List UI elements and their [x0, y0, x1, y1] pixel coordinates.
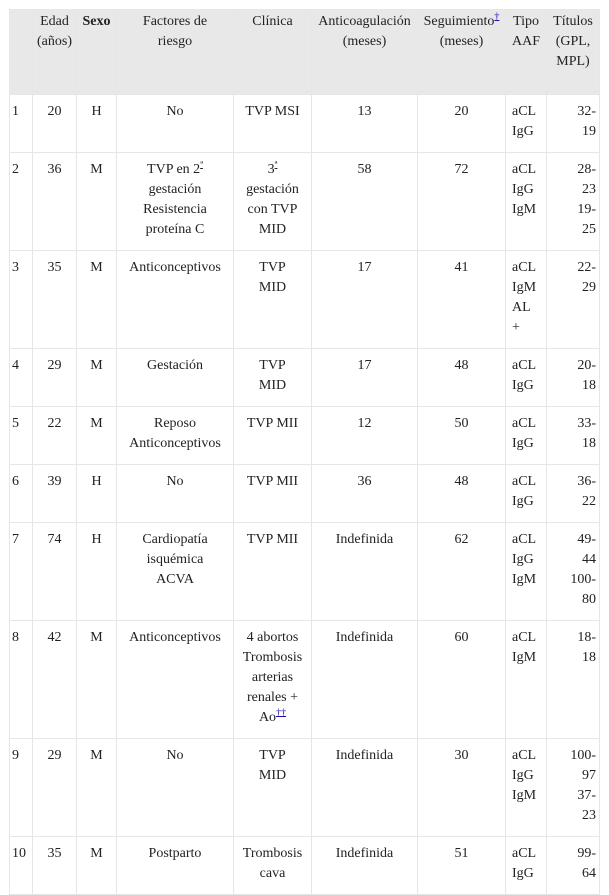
cell-number: 4 — [10, 349, 33, 407]
cell-clinica — [234, 407, 312, 465]
col-header-factores — [117, 10, 234, 95]
cell-line: IgM — [512, 572, 537, 587]
cell-line: aCL — [512, 630, 537, 645]
cell-anticoagulacion: Indefinida — [312, 837, 418, 895]
cell-line: Cardiopatía — [142, 532, 208, 547]
cell-line: isquémica — [146, 552, 204, 567]
table-row — [10, 251, 600, 349]
cell-seguimiento: 20 — [418, 95, 506, 153]
cell-sexo: M — [77, 407, 117, 465]
col-header-sexo: Sexo — [77, 10, 117, 95]
cell-line: IgG — [512, 182, 534, 197]
cell-line: Anticonceptivos — [129, 436, 221, 451]
seguimiento-footnote-link[interactable]: † — [494, 11, 500, 23]
cell-clinica — [234, 837, 312, 895]
col-header-seguimiento — [418, 10, 506, 95]
cell-line: 19- — [577, 202, 596, 217]
cell-seguimiento: 41 — [418, 251, 506, 349]
cell-line: 20- — [577, 358, 596, 373]
cell-line: (GPL, — [555, 34, 591, 49]
cell-line: 49- — [577, 532, 596, 547]
cell-line: 4 abortos — [246, 630, 299, 645]
cell-line: Gestación — [147, 358, 203, 373]
table-row — [10, 465, 600, 523]
cell-line: 19 — [582, 124, 596, 139]
patients-table — [9, 9, 600, 895]
cell-anticoagulacion: Indefinida — [312, 621, 418, 739]
table-row — [10, 95, 600, 153]
cell-line: 32- — [577, 104, 596, 119]
cell-line: TVP — [259, 358, 286, 373]
cell-line: aCL — [512, 416, 537, 431]
superscript: ª — [200, 159, 203, 171]
cell-line: 25 — [582, 222, 596, 237]
cell-edad: 42 — [33, 621, 77, 739]
cell-anticoagulacion: 17 — [312, 251, 418, 349]
cell-line: IgG — [512, 378, 534, 393]
cell-line: IgG — [512, 768, 534, 783]
cell-factores — [117, 465, 234, 523]
cell-line: cava — [259, 866, 286, 881]
cell-factores — [117, 251, 234, 349]
cell-factores — [117, 837, 234, 895]
cell-tipo-aaf — [506, 621, 547, 739]
cell-clinica — [234, 739, 312, 837]
cell-edad: 35 — [33, 251, 77, 349]
cell-line: 28- — [577, 162, 596, 177]
cell-line: MID — [258, 378, 287, 393]
cell-line: aCL — [512, 474, 537, 489]
cell-line: MID — [258, 222, 287, 237]
cell-titulos — [547, 523, 600, 621]
cell-seguimiento: 62 — [418, 523, 506, 621]
cell-sexo: H — [77, 95, 117, 153]
cell-factores — [117, 153, 234, 251]
cell-seguimiento: 50 — [418, 407, 506, 465]
cell-edad: 36 — [33, 153, 77, 251]
cell-anticoagulacion: Indefinida — [312, 523, 418, 621]
table-body — [10, 95, 600, 895]
cell-line: AAF — [511, 34, 540, 49]
cell-titulos — [547, 349, 600, 407]
cell-line: 23 — [582, 808, 596, 823]
cell-sexo: M — [77, 251, 117, 349]
cell-anticoagulacion: 58 — [312, 153, 418, 251]
cell-line: ACVA — [156, 572, 194, 587]
cell-line: aCL — [512, 260, 537, 275]
table-header-row — [10, 10, 600, 95]
cell-titulos — [547, 153, 600, 251]
cell-line: + — [512, 320, 520, 335]
cell-factores — [117, 739, 234, 837]
table-row — [10, 621, 600, 739]
cell-seguimiento: 30 — [418, 739, 506, 837]
footnote-link[interactable]: †† — [276, 707, 287, 719]
cell-line: aCL — [512, 532, 537, 547]
cell-line: IgG — [512, 552, 534, 567]
cell-tipo-aaf — [506, 465, 547, 523]
seguimiento-label: Seguimiento — [423, 14, 495, 29]
cell-line: aCL — [512, 358, 537, 373]
cell-line: No — [166, 104, 184, 119]
cell-tipo-aaf — [506, 153, 547, 251]
cell-clinica — [234, 153, 312, 251]
col-header-clinica: Clínica — [234, 10, 312, 95]
cell-line: 97 — [582, 768, 596, 783]
cell-factores — [117, 523, 234, 621]
cell-line: IgM — [512, 788, 537, 803]
cell-line: Tipo — [513, 14, 539, 29]
cell-line: aCL — [512, 748, 537, 763]
cell-line: Trombosis — [242, 650, 303, 665]
cell-line: proteína C — [145, 222, 205, 237]
cell-line: Anticonceptivos — [129, 260, 221, 275]
cell-line: MID — [258, 768, 287, 783]
cell-sexo: M — [77, 349, 117, 407]
cell-number: 9 — [10, 739, 33, 837]
cell-number: 7 — [10, 523, 33, 621]
cell-line: No — [166, 748, 184, 763]
cell-number: 8 — [10, 621, 33, 739]
cell-tipo-aaf — [506, 349, 547, 407]
cell-tipo-aaf — [506, 739, 547, 837]
cell-titulos — [547, 621, 600, 739]
cell-titulos — [547, 407, 600, 465]
cell-line: 18 — [582, 378, 596, 393]
cell-titulos — [547, 465, 600, 523]
cell-seguimiento: 51 — [418, 837, 506, 895]
cell-edad: 35 — [33, 837, 77, 895]
cell-tipo-aaf — [506, 837, 547, 895]
cell-line: IgM — [512, 280, 537, 295]
cell-edad: 29 — [33, 739, 77, 837]
cell-line: 100- — [570, 572, 596, 587]
cell-number: 2 — [10, 153, 33, 251]
cell-line: IgG — [512, 124, 534, 139]
cell-line: 36- — [577, 474, 596, 489]
cell-line: aCL — [512, 104, 537, 119]
col-header-anticoagulacion — [312, 10, 418, 95]
cell-factores — [117, 621, 234, 739]
cell-line: Postparto — [148, 846, 202, 861]
cell-line: 37- — [577, 788, 596, 803]
cell-tipo-aaf — [506, 95, 547, 153]
cell-edad: 39 — [33, 465, 77, 523]
cell-line: arterias — [251, 670, 294, 685]
cell-sexo: M — [77, 621, 117, 739]
cell-anticoagulacion: Indefinida — [312, 739, 418, 837]
table-row — [10, 349, 600, 407]
cell-titulos — [547, 95, 600, 153]
cell-seguimiento: 60 — [418, 621, 506, 739]
cell-line: AL — [512, 300, 531, 315]
cell-line: TVP MII — [246, 474, 299, 489]
table-row — [10, 837, 600, 895]
cell-edad: 74 — [33, 523, 77, 621]
cell-line: Ao†† — [258, 707, 287, 725]
cell-line: aCL — [512, 846, 537, 861]
cell-line: TVP — [259, 748, 286, 763]
cell-sexo: H — [77, 465, 117, 523]
cell-clinica — [234, 465, 312, 523]
cell-line: Anticonceptivos — [129, 630, 221, 645]
cell-line: TVP — [259, 260, 286, 275]
cell-sexo: M — [77, 739, 117, 837]
cell-line: IgG — [512, 436, 534, 451]
cell-anticoagulacion: 13 — [312, 95, 418, 153]
cell-line: Trombosis — [242, 846, 303, 861]
cell-line: 22 — [582, 494, 596, 509]
col-header-edad — [33, 10, 77, 95]
cell-line: $3^ª$ — [267, 159, 278, 177]
col-header-tipo-aaf — [506, 10, 547, 95]
cell-sexo: M — [77, 837, 117, 895]
table-row — [10, 407, 600, 465]
cell-anticoagulacion: 17 — [312, 349, 418, 407]
cell-line: 80 — [582, 592, 596, 607]
cell-line: IgG — [512, 494, 534, 509]
cell-sexo: M — [77, 153, 117, 251]
cell-line: Títulos — [553, 14, 593, 29]
cell-seguimiento: 72 — [418, 153, 506, 251]
cell-seguimiento: 48 — [418, 465, 506, 523]
cell-line: renales + — [246, 690, 299, 705]
cell-line: 29 — [582, 280, 596, 295]
table-row — [10, 739, 600, 837]
cell-line: IgG — [512, 866, 534, 881]
cell-line: TVP MII — [246, 532, 299, 547]
cell-sexo: H — [77, 523, 117, 621]
cell-tipo-aaf — [506, 251, 547, 349]
col-header-number — [10, 10, 33, 95]
cell-factores — [117, 407, 234, 465]
cell-line: 22- — [577, 260, 596, 275]
cell-line: No — [166, 474, 184, 489]
cell-clinica — [234, 95, 312, 153]
cell-number: 5 — [10, 407, 33, 465]
seguimiento-unit: (meses) — [439, 34, 484, 49]
cell-number: 3 — [10, 251, 33, 349]
cell-line: Reposo — [154, 416, 196, 431]
cell-line: 18- — [577, 630, 596, 645]
cell-line: 100- — [570, 748, 596, 763]
cell-line: aCL — [512, 162, 537, 177]
cell-edad: 20 — [33, 95, 77, 153]
cell-line: MID — [258, 280, 287, 295]
cell-anticoagulacion: 12 — [312, 407, 418, 465]
cell-titulos — [547, 251, 600, 349]
cell-titulos — [547, 739, 600, 837]
cell-line: 64 — [582, 866, 596, 881]
cell-line: con TVP — [247, 202, 298, 217]
cell-line: 23 — [582, 182, 596, 197]
cell-number: 10 — [10, 837, 33, 895]
table-row — [10, 153, 600, 251]
cell-line: IgM — [512, 650, 537, 665]
table-row — [10, 523, 600, 621]
cell-line: 18 — [582, 650, 596, 665]
cell-line: Anticoagulación — [318, 14, 411, 29]
cell-seguimiento: 48 — [418, 349, 506, 407]
cell-titulos — [547, 837, 600, 895]
cell-edad: 29 — [33, 349, 77, 407]
cell-line: Resistencia — [143, 202, 207, 217]
col-header-titulos — [547, 10, 600, 95]
cell-line: gestación — [148, 182, 202, 197]
cell-line: (meses) — [342, 34, 387, 49]
cell-line: (años) — [37, 34, 72, 49]
cell-line: 44 — [582, 552, 596, 567]
cell-line: 18 — [582, 436, 596, 451]
cell-clinica — [234, 349, 312, 407]
cell-tipo-aaf — [506, 407, 547, 465]
cell-line: TVP en $2^ª$ — [147, 159, 203, 177]
cell-factores — [117, 95, 234, 153]
superscript: ª — [274, 159, 278, 171]
cell-line: 99- — [577, 846, 596, 861]
cell-anticoagulacion: 36 — [312, 465, 418, 523]
cell-clinica — [234, 251, 312, 349]
cell-line: TVP MII — [246, 416, 299, 431]
cell-line: Factores de — [142, 14, 208, 29]
cell-factores — [117, 349, 234, 407]
cell-line: riesgo — [157, 34, 193, 49]
cell-number: 1 — [10, 95, 33, 153]
cell-number: 6 — [10, 465, 33, 523]
cell-line: gestación — [246, 182, 299, 197]
cell-tipo-aaf — [506, 523, 547, 621]
cell-clinica — [234, 621, 312, 739]
cell-line: MPL) — [556, 54, 590, 69]
cell-line: 33- — [577, 416, 596, 431]
cell-clinica — [234, 523, 312, 621]
cell-edad: 22 — [33, 407, 77, 465]
cell-line: TVP MSI — [245, 104, 300, 119]
cell-line: Edad — [40, 14, 69, 29]
cell-line: IgM — [512, 202, 537, 217]
